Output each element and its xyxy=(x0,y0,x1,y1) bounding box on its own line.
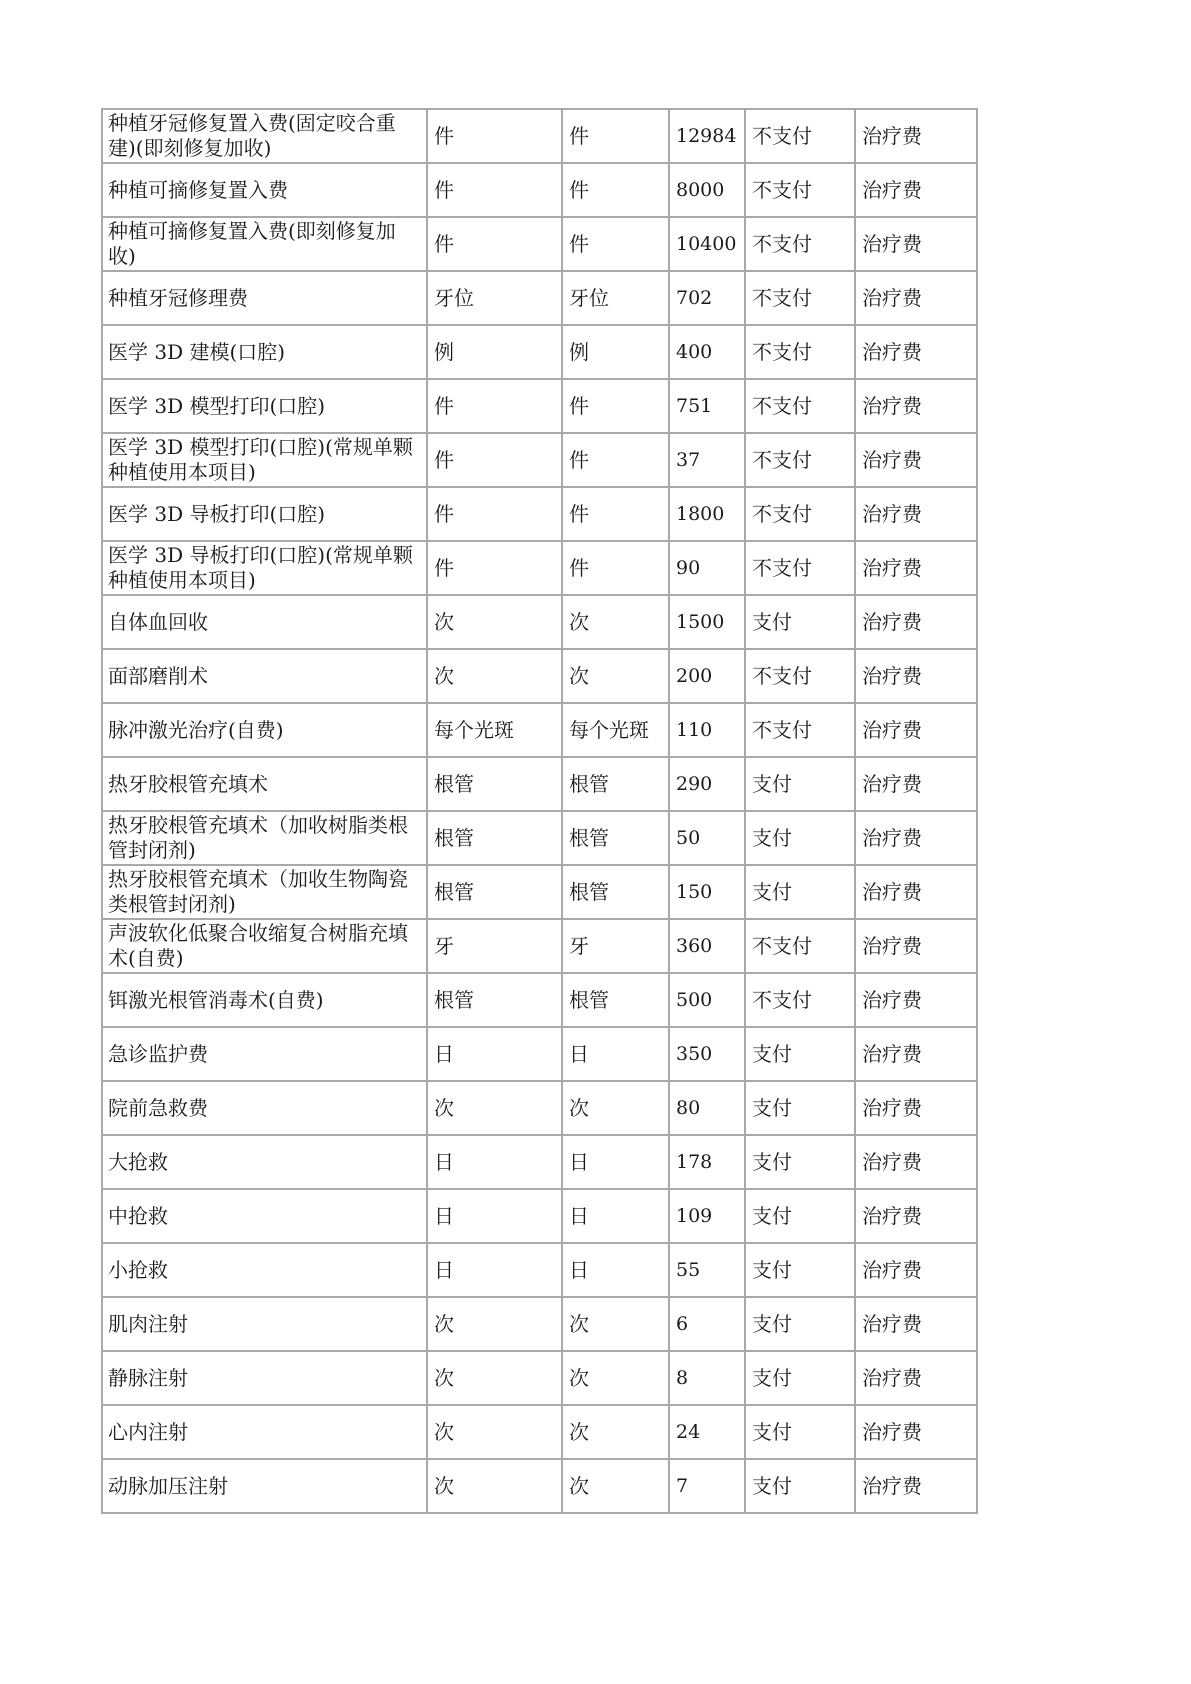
category-cell: 治疗费 xyxy=(855,757,977,811)
payment-cell: 不支付 xyxy=(745,649,855,703)
table-row xyxy=(102,433,977,487)
price-cell: 110 xyxy=(669,703,745,757)
unit-secondary-cell: 日 xyxy=(562,1135,669,1189)
unit-secondary-cell: 件 xyxy=(562,163,669,217)
item-name-cell: 种植牙冠修理费 xyxy=(102,271,427,325)
category-cell: 治疗费 xyxy=(855,1189,977,1243)
unit-cell: 牙位 xyxy=(427,271,562,325)
unit-secondary-cell: 件 xyxy=(562,487,669,541)
item-name-cell: 医学 3D 建模(口腔) xyxy=(102,325,427,379)
payment-cell: 支付 xyxy=(745,1135,855,1189)
price-cell: 7 xyxy=(669,1459,745,1513)
price-cell: 8 xyxy=(669,1351,745,1405)
category-cell: 治疗费 xyxy=(855,1297,977,1351)
item-name-cell: 静脉注射 xyxy=(102,1351,427,1405)
payment-cell: 支付 xyxy=(745,1243,855,1297)
payment-cell: 不支付 xyxy=(745,163,855,217)
category-cell: 治疗费 xyxy=(855,541,977,595)
price-cell: 350 xyxy=(669,1027,745,1081)
unit-cell: 根管 xyxy=(427,811,562,865)
category-cell: 治疗费 xyxy=(855,1405,977,1459)
price-cell: 1800 xyxy=(669,487,745,541)
payment-cell: 不支付 xyxy=(745,271,855,325)
unit-secondary-cell: 牙位 xyxy=(562,271,669,325)
payment-cell: 支付 xyxy=(745,1081,855,1135)
item-name-cell: 热牙胶根管充填术 xyxy=(102,757,427,811)
item-name-cell: 种植可摘修复置入费 xyxy=(102,163,427,217)
unit-cell: 次 xyxy=(427,595,562,649)
unit-secondary-cell: 件 xyxy=(562,217,669,271)
table-row xyxy=(102,1459,977,1513)
category-cell: 治疗费 xyxy=(855,217,977,271)
table-row xyxy=(102,217,977,271)
category-cell: 治疗费 xyxy=(855,325,977,379)
payment-cell: 不支付 xyxy=(745,703,855,757)
item-name-cell: 医学 3D 模型打印(口腔)(常规单颗种植使用本项目) xyxy=(102,433,427,487)
unit-cell: 日 xyxy=(427,1243,562,1297)
item-name-cell: 铒激光根管消毒术(自费) xyxy=(102,973,427,1027)
table-row xyxy=(102,325,977,379)
category-cell: 治疗费 xyxy=(855,703,977,757)
category-cell: 治疗费 xyxy=(855,1081,977,1135)
unit-secondary-cell: 日 xyxy=(562,1189,669,1243)
unit-secondary-cell: 日 xyxy=(562,1027,669,1081)
unit-cell: 日 xyxy=(427,1189,562,1243)
price-cell: 400 xyxy=(669,325,745,379)
unit-secondary-cell: 件 xyxy=(562,109,669,163)
unit-secondary-cell: 件 xyxy=(562,379,669,433)
unit-secondary-cell: 日 xyxy=(562,1243,669,1297)
payment-cell: 不支付 xyxy=(745,217,855,271)
unit-cell: 根管 xyxy=(427,973,562,1027)
unit-cell: 牙 xyxy=(427,919,562,973)
table-row xyxy=(102,1405,977,1459)
payment-cell: 不支付 xyxy=(745,109,855,163)
price-cell: 178 xyxy=(669,1135,745,1189)
table-row xyxy=(102,1297,977,1351)
payment-cell: 支付 xyxy=(745,1189,855,1243)
category-cell: 治疗费 xyxy=(855,973,977,1027)
unit-cell: 日 xyxy=(427,1027,562,1081)
unit-cell: 件 xyxy=(427,217,562,271)
price-cell: 6 xyxy=(669,1297,745,1351)
item-name-cell: 脉冲激光治疗(自费) xyxy=(102,703,427,757)
unit-secondary-cell: 次 xyxy=(562,1405,669,1459)
price-cell: 150 xyxy=(669,865,745,919)
table-row xyxy=(102,487,977,541)
table-row xyxy=(102,379,977,433)
unit-secondary-cell: 牙 xyxy=(562,919,669,973)
category-cell: 治疗费 xyxy=(855,163,977,217)
unit-secondary-cell: 根管 xyxy=(562,811,669,865)
unit-cell: 例 xyxy=(427,325,562,379)
item-name-cell: 声波软化低聚合收缩复合树脂充填术(自费) xyxy=(102,919,427,973)
item-name-cell: 种植可摘修复置入费(即刻修复加收) xyxy=(102,217,427,271)
unit-secondary-cell: 件 xyxy=(562,541,669,595)
category-cell: 治疗费 xyxy=(855,1027,977,1081)
unit-cell: 次 xyxy=(427,649,562,703)
payment-cell: 支付 xyxy=(745,1297,855,1351)
price-cell: 702 xyxy=(669,271,745,325)
payment-cell: 不支付 xyxy=(745,541,855,595)
unit-cell: 件 xyxy=(427,487,562,541)
table-row xyxy=(102,271,977,325)
table-row xyxy=(102,541,977,595)
payment-cell: 不支付 xyxy=(745,325,855,379)
table-row xyxy=(102,109,977,163)
unit-cell: 件 xyxy=(427,541,562,595)
unit-secondary-cell: 根管 xyxy=(562,973,669,1027)
price-cell: 751 xyxy=(669,379,745,433)
item-name-cell: 热牙胶根管充填术（加收树脂类根管封闭剂) xyxy=(102,811,427,865)
table-row xyxy=(102,1189,977,1243)
payment-cell: 支付 xyxy=(745,1459,855,1513)
unit-cell: 次 xyxy=(427,1297,562,1351)
payment-cell: 支付 xyxy=(745,1405,855,1459)
item-name-cell: 小抢救 xyxy=(102,1243,427,1297)
category-cell: 治疗费 xyxy=(855,595,977,649)
table-row xyxy=(102,595,977,649)
item-name-cell: 自体血回收 xyxy=(102,595,427,649)
item-name-cell: 热牙胶根管充填术（加收生物陶瓷类根管封闭剂) xyxy=(102,865,427,919)
category-cell: 治疗费 xyxy=(855,379,977,433)
unit-secondary-cell: 次 xyxy=(562,1351,669,1405)
category-cell: 治疗费 xyxy=(855,649,977,703)
payment-cell: 不支付 xyxy=(745,919,855,973)
item-name-cell: 心内注射 xyxy=(102,1405,427,1459)
price-cell: 8000 xyxy=(669,163,745,217)
payment-cell: 支付 xyxy=(745,1351,855,1405)
item-name-cell: 中抢救 xyxy=(102,1189,427,1243)
price-cell: 10400 xyxy=(669,217,745,271)
payment-cell: 不支付 xyxy=(745,433,855,487)
category-cell: 治疗费 xyxy=(855,1351,977,1405)
table-row xyxy=(102,163,977,217)
unit-secondary-cell: 每个光斑 xyxy=(562,703,669,757)
price-cell: 360 xyxy=(669,919,745,973)
unit-cell: 日 xyxy=(427,1135,562,1189)
payment-cell: 不支付 xyxy=(745,973,855,1027)
table-row xyxy=(102,1027,977,1081)
unit-cell: 件 xyxy=(427,109,562,163)
fee-table-body xyxy=(102,109,977,1513)
unit-secondary-cell: 次 xyxy=(562,595,669,649)
price-cell: 1500 xyxy=(669,595,745,649)
unit-secondary-cell: 件 xyxy=(562,433,669,487)
price-cell: 290 xyxy=(669,757,745,811)
category-cell: 治疗费 xyxy=(855,1243,977,1297)
price-cell: 50 xyxy=(669,811,745,865)
unit-cell: 次 xyxy=(427,1081,562,1135)
category-cell: 治疗费 xyxy=(855,433,977,487)
price-cell: 500 xyxy=(669,973,745,1027)
category-cell: 治疗费 xyxy=(855,1459,977,1513)
unit-secondary-cell: 次 xyxy=(562,1297,669,1351)
payment-cell: 支付 xyxy=(745,757,855,811)
price-cell: 37 xyxy=(669,433,745,487)
price-cell: 200 xyxy=(669,649,745,703)
item-name-cell: 大抢救 xyxy=(102,1135,427,1189)
unit-secondary-cell: 次 xyxy=(562,1459,669,1513)
item-name-cell: 种植牙冠修复置入费(固定咬合重建)(即刻修复加收) xyxy=(102,109,427,163)
table-row xyxy=(102,973,977,1027)
item-name-cell: 面部磨削术 xyxy=(102,649,427,703)
item-name-cell: 医学 3D 模型打印(口腔) xyxy=(102,379,427,433)
unit-secondary-cell: 次 xyxy=(562,1081,669,1135)
unit-cell: 根管 xyxy=(427,757,562,811)
category-cell: 治疗费 xyxy=(855,109,977,163)
table-row xyxy=(102,1351,977,1405)
table-row xyxy=(102,811,977,865)
unit-cell: 次 xyxy=(427,1351,562,1405)
unit-secondary-cell: 次 xyxy=(562,649,669,703)
payment-cell: 支付 xyxy=(745,865,855,919)
table-row xyxy=(102,703,977,757)
price-cell: 90 xyxy=(669,541,745,595)
unit-cell: 件 xyxy=(427,433,562,487)
unit-secondary-cell: 例 xyxy=(562,325,669,379)
item-name-cell: 动脉加压注射 xyxy=(102,1459,427,1513)
category-cell: 治疗费 xyxy=(855,1135,977,1189)
unit-secondary-cell: 根管 xyxy=(562,865,669,919)
category-cell: 治疗费 xyxy=(855,811,977,865)
table-row xyxy=(102,865,977,919)
item-name-cell: 院前急救费 xyxy=(102,1081,427,1135)
table-row xyxy=(102,1135,977,1189)
category-cell: 治疗费 xyxy=(855,865,977,919)
payment-cell: 支付 xyxy=(745,811,855,865)
table-row xyxy=(102,919,977,973)
price-cell: 24 xyxy=(669,1405,745,1459)
payment-cell: 支付 xyxy=(745,1027,855,1081)
category-cell: 治疗费 xyxy=(855,271,977,325)
unit-cell: 件 xyxy=(427,379,562,433)
price-cell: 109 xyxy=(669,1189,745,1243)
table-row xyxy=(102,1243,977,1297)
unit-cell: 次 xyxy=(427,1459,562,1513)
item-name-cell: 医学 3D 导板打印(口腔)(常规单颗种植使用本项目) xyxy=(102,541,427,595)
item-name-cell: 急诊监护费 xyxy=(102,1027,427,1081)
payment-cell: 不支付 xyxy=(745,379,855,433)
unit-cell: 根管 xyxy=(427,865,562,919)
item-name-cell: 医学 3D 导板打印(口腔) xyxy=(102,487,427,541)
unit-cell: 次 xyxy=(427,1405,562,1459)
table-row xyxy=(102,757,977,811)
unit-secondary-cell: 根管 xyxy=(562,757,669,811)
table-row xyxy=(102,1081,977,1135)
price-cell: 55 xyxy=(669,1243,745,1297)
item-name-cell: 肌肉注射 xyxy=(102,1297,427,1351)
unit-cell: 件 xyxy=(427,163,562,217)
category-cell: 治疗费 xyxy=(855,487,977,541)
fee-table xyxy=(101,108,978,1514)
table-row xyxy=(102,649,977,703)
price-cell: 80 xyxy=(669,1081,745,1135)
category-cell: 治疗费 xyxy=(855,919,977,973)
price-cell: 12984 xyxy=(669,109,745,163)
unit-cell: 每个光斑 xyxy=(427,703,562,757)
payment-cell: 支付 xyxy=(745,595,855,649)
payment-cell: 不支付 xyxy=(745,487,855,541)
